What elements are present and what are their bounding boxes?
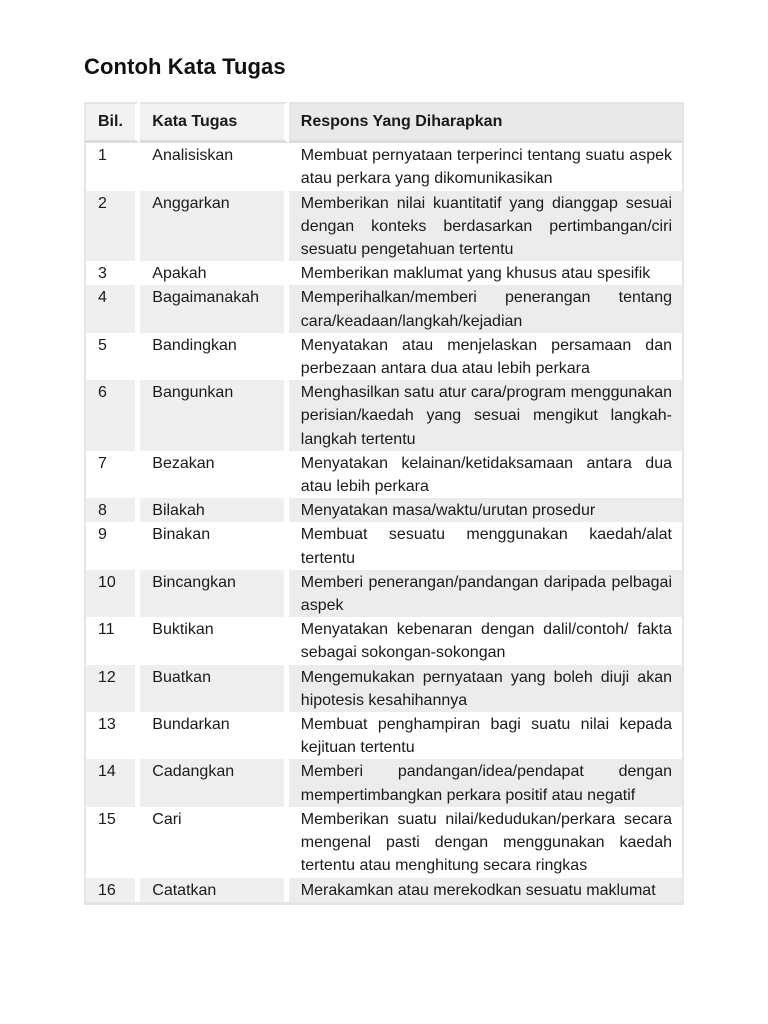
cell-respons: Memberikan suatu nilai/kedudukan/perkara secara mengenal pasti dengan menggunakan kaedah tertentu atau menghitung secara ringkas: [289, 807, 684, 878]
cell-bil: 7: [84, 451, 140, 498]
cell-respons: Memperihalkan/memberi penerangan tentang cara/keadaan/langkah/kejadian: [289, 285, 684, 332]
table-row: [84, 380, 684, 451]
table-row: [84, 333, 684, 380]
cell-bil: 9: [84, 522, 140, 569]
cell-respons: Menyatakan atau menjelaskan persamaan dan perbezaan antara dua atau lebih perkara: [289, 333, 684, 380]
cell-respons: Membuat sesuatu menggunakan kaedah/alat tertentu: [289, 522, 684, 569]
cell-kata-tugas: Bagaimanakah: [140, 285, 289, 332]
cell-kata-tugas: Analisiskan: [140, 143, 289, 190]
cell-bil: 13: [84, 712, 140, 759]
table-body: [84, 143, 684, 902]
cell-respons: Merakamkan atau merekodkan sesuatu maklumat: [289, 878, 684, 902]
header-respons: Respons Yang Diharapkan: [289, 102, 684, 143]
cell-bil: 8: [84, 498, 140, 522]
cell-kata-tugas: Bilakah: [140, 498, 289, 522]
cell-bil: 4: [84, 285, 140, 332]
table-row: [84, 451, 684, 498]
cell-kata-tugas: Bezakan: [140, 451, 289, 498]
cell-bil: 2: [84, 191, 140, 262]
cell-bil: 5: [84, 333, 140, 380]
cell-kata-tugas: Buktikan: [140, 617, 289, 664]
cell-respons: Memberikan nilai kuantitatif yang dianggap sesuai dengan konteks berdasarkan pertimbangan/ciri sesuatu pengetahuan tertentu: [289, 191, 684, 262]
table-row: [84, 285, 684, 332]
table-row: [84, 191, 684, 262]
cell-kata-tugas: Cari: [140, 807, 289, 878]
cell-bil: 10: [84, 570, 140, 617]
table-row: [84, 878, 684, 902]
cell-respons: Membuat penghampiran bagi suatu nilai kepada kejituan tertentu: [289, 712, 684, 759]
cell-bil: 14: [84, 759, 140, 806]
cell-respons: Menyatakan kebenaran dengan dalil/contoh/ fakta sebagai sokongan-sokongan: [289, 617, 684, 664]
table-row: [84, 522, 684, 569]
table-row: [84, 261, 684, 285]
cell-respons: Menyatakan kelainan/ketidaksamaan antara dua atau lebih perkara: [289, 451, 684, 498]
cell-bil: 3: [84, 261, 140, 285]
cell-kata-tugas: Bundarkan: [140, 712, 289, 759]
cell-respons: Membuat pernyataan terperinci tentang suatu aspek atau perkara yang dikomunikasikan: [289, 143, 684, 190]
table-row: [84, 807, 684, 878]
cell-kata-tugas: Binakan: [140, 522, 289, 569]
cell-respons: Memberi pandangan/idea/pendapat dengan mempertimbangkan perkara positif atau negatif: [289, 759, 684, 806]
cell-bil: 12: [84, 665, 140, 712]
cell-kata-tugas: Buatkan: [140, 665, 289, 712]
cell-kata-tugas: Anggarkan: [140, 191, 289, 262]
task-words-table: [84, 102, 684, 905]
header-bil: Bil.: [84, 102, 140, 143]
table-row: [84, 759, 684, 806]
cell-bil: 6: [84, 380, 140, 451]
page-title: Contoh Kata Tugas: [84, 54, 286, 79]
cell-bil: 1: [84, 143, 140, 190]
cell-respons: Menghasilkan satu atur cara/program menggunakan perisian/kaedah yang sesuai mengikut langkah-langkah tertentu: [289, 380, 684, 451]
table-row: [84, 498, 684, 522]
cell-respons: Menyatakan masa/waktu/urutan prosedur: [289, 498, 684, 522]
table-row: [84, 617, 684, 664]
cell-respons: Memberi penerangan/pandangan daripada pelbagai aspek: [289, 570, 684, 617]
table-row: [84, 570, 684, 617]
table-header-row: [84, 102, 684, 143]
cell-kata-tugas: Catatkan: [140, 878, 289, 902]
cell-bil: 11: [84, 617, 140, 664]
cell-kata-tugas: Bincangkan: [140, 570, 289, 617]
cell-respons: Memberikan maklumat yang khusus atau spesifik: [289, 261, 684, 285]
cell-bil: 16: [84, 878, 140, 902]
table-row: [84, 712, 684, 759]
cell-kata-tugas: Bangunkan: [140, 380, 289, 451]
header-kata-tugas: Kata Tugas: [140, 102, 289, 143]
cell-respons: Mengemukakan pernyataan yang boleh diuji akan hipotesis kesahihannya: [289, 665, 684, 712]
cell-bil: 15: [84, 807, 140, 878]
cell-kata-tugas: Cadangkan: [140, 759, 289, 806]
cell-kata-tugas: Bandingkan: [140, 333, 289, 380]
table-row: [84, 143, 684, 190]
table-row: [84, 665, 684, 712]
cell-kata-tugas: Apakah: [140, 261, 289, 285]
